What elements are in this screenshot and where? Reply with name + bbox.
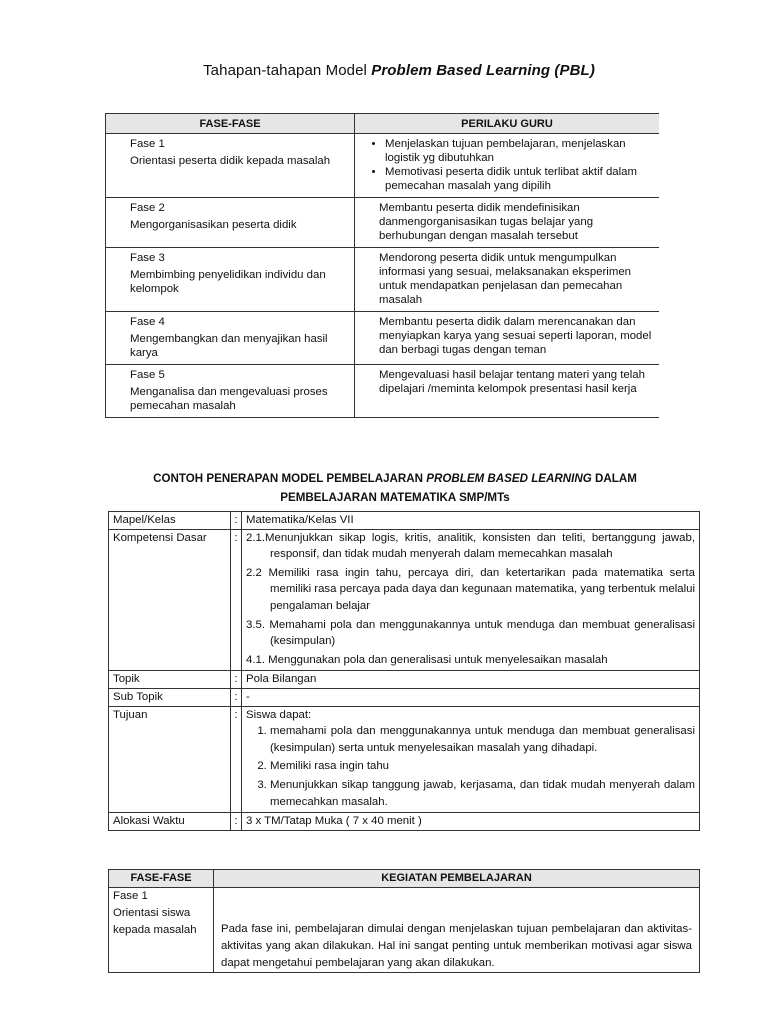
list-item: 3. Menunjukkan sikap tanggung jawab, kerjasama, dan tidak mudah menyerah dalam memecahkan masalah. (270, 777, 695, 810)
phase-number: Fase 1 (130, 138, 165, 150)
phase-number: Fase 2 (130, 202, 165, 214)
phase-name: Membimbing penyelidikan individu dan kelompok (130, 269, 326, 295)
row-label: Sub Topik (109, 688, 231, 706)
activity-text: Pada fase ini, pembelajaran dimulai dengan menjelaskan tujuan pembelajaran dan aktivitas-aktivitas yang akan dilakukan. Hal ini sangat penting untuk memberikan motivasi agar siswa dapat mengetahui pembelajaran yang akan dilakukan. (214, 888, 700, 973)
objective-list (246, 723, 695, 810)
row-label: Tujuan (109, 706, 231, 813)
separator: : (231, 813, 242, 831)
competency-item: 2.1.Menunjukkan sikap logis, kritis, analitik, konsisten dan teliti, bertanggung jawab, responsif, dan tidak mudah menyerah dalam memecahkan masalah (246, 531, 695, 561)
row-value: Pola Bilangan (242, 671, 700, 689)
example-heading: CONTOH PENERAPAN MODEL PEMBELAJARAN PROBLEM BASED LEARNING DALAM PEMBELAJARAN MATEMATIKA SMP/MTs (153, 472, 637, 504)
header-fase: FASE-FASE (109, 870, 214, 888)
objective-intro: Siswa dapat: (246, 708, 312, 721)
phase-name: Mengorganisasikan peserta didik (130, 219, 297, 231)
table-row (106, 365, 660, 418)
table-row (109, 529, 700, 671)
phase-number: Fase 3 (130, 252, 165, 264)
page-title: Tahapan-tahapan Model Problem Based Learning (PBL) (203, 62, 595, 79)
separator: : (231, 529, 242, 671)
separator: : (231, 706, 242, 813)
table-row (109, 512, 700, 530)
header-fase: FASE-FASE (106, 114, 355, 134)
separator: : (231, 671, 242, 689)
table-row (109, 888, 700, 973)
teacher-behavior: Membantu peserta didik dalam merencanakan dan menyiapkan karya yang sesuai seperti laporan, model dan berbagi tugas dengan teman (355, 312, 660, 365)
phase-name: Mengembangkan dan menyajikan hasil karya (130, 333, 328, 359)
phase-name: Orientasi peserta didik kepada masalah (130, 155, 331, 167)
table-row (109, 813, 700, 831)
phase-name: Orientasi siswa kepada masalah (113, 907, 197, 936)
competency-item: 4.1. Menggunakan pola dan generalisasi untuk menyelesaikan masalah (246, 653, 608, 666)
separator: : (231, 512, 242, 530)
list-item: • Memotivasi peserta didik untuk terlibat aktif dalam pemecahan masalah yang dipilih (385, 165, 659, 193)
table-row (109, 688, 700, 706)
phase-number: Fase 1 (113, 890, 148, 902)
lesson-info-table (108, 511, 700, 831)
teacher-behavior: Mengevaluasi hasil belajar tentang materi yang telah dipelajari /meminta kelompok presentasi hasil kerja (355, 365, 660, 418)
competency-item: 3.5. Memahami pola dan menggunakannya untuk menduga dan membuat generalisasi (kesimpulan) (246, 618, 695, 648)
table-row (106, 248, 660, 312)
learning-activity-table (108, 869, 700, 973)
list-item: 1. memahami pola dan menggunakannya untuk menduga dan membuat generalisasi (kesimpulan) serta untuk menyelesaikan masalah yang dihadapi. (270, 723, 695, 756)
list-item: 2. Memiliki rasa ingin tahu (270, 758, 695, 775)
separator: : (231, 688, 242, 706)
row-label: Alokasi Waktu (109, 813, 231, 831)
table-row (106, 312, 660, 365)
teacher-behavior-list (365, 137, 659, 193)
row-label: Topik (109, 671, 231, 689)
phase-name: Menganalisa dan mengevaluasi proses pemecahan masalah (130, 386, 328, 412)
row-value: Matematika/Kelas VII (242, 512, 700, 530)
pbl-syntax-table (105, 113, 659, 418)
list-item: • Menjelaskan tujuan pembelajaran, menjelaskan logistik yg dibutuhkan (385, 137, 659, 165)
teacher-behavior: Mendorong peserta didik untuk mengumpulkan informasi yang sesuai, melaksanakan eksperimen untuk mendapatkan penjelasan dan pemecahan masalah (355, 248, 660, 312)
phase-number: Fase 5 (130, 369, 165, 381)
header-kegiatan: KEGIATAN PEMBELAJARAN (214, 870, 700, 888)
table-row (106, 134, 660, 198)
table-row (109, 706, 700, 813)
table-row (109, 671, 700, 689)
header-perilaku-guru: PERILAKU GURU (355, 114, 660, 134)
row-value: - (242, 688, 700, 706)
row-value: 3 x TM/Tatap Muka ( 7 x 40 menit ) (242, 813, 700, 831)
teacher-behavior: Membantu peserta didik mendefinisikan danmengorganisasikan tugas belajar yang berhubungan dengan masalah tersebut (355, 198, 660, 248)
row-label: Mapel/Kelas (109, 512, 231, 530)
competency-item: 2.2 Memiliki rasa ingin tahu, percaya diri, dan ketertarikan pada matematika serta memiliki rasa percaya pada daya dan kegunaan matematika, yang terbentuk melalui pengalaman belajar (246, 566, 695, 612)
table-row (106, 198, 660, 248)
phase-number: Fase 4 (130, 316, 165, 328)
row-label: Kompetensi Dasar (109, 529, 231, 671)
